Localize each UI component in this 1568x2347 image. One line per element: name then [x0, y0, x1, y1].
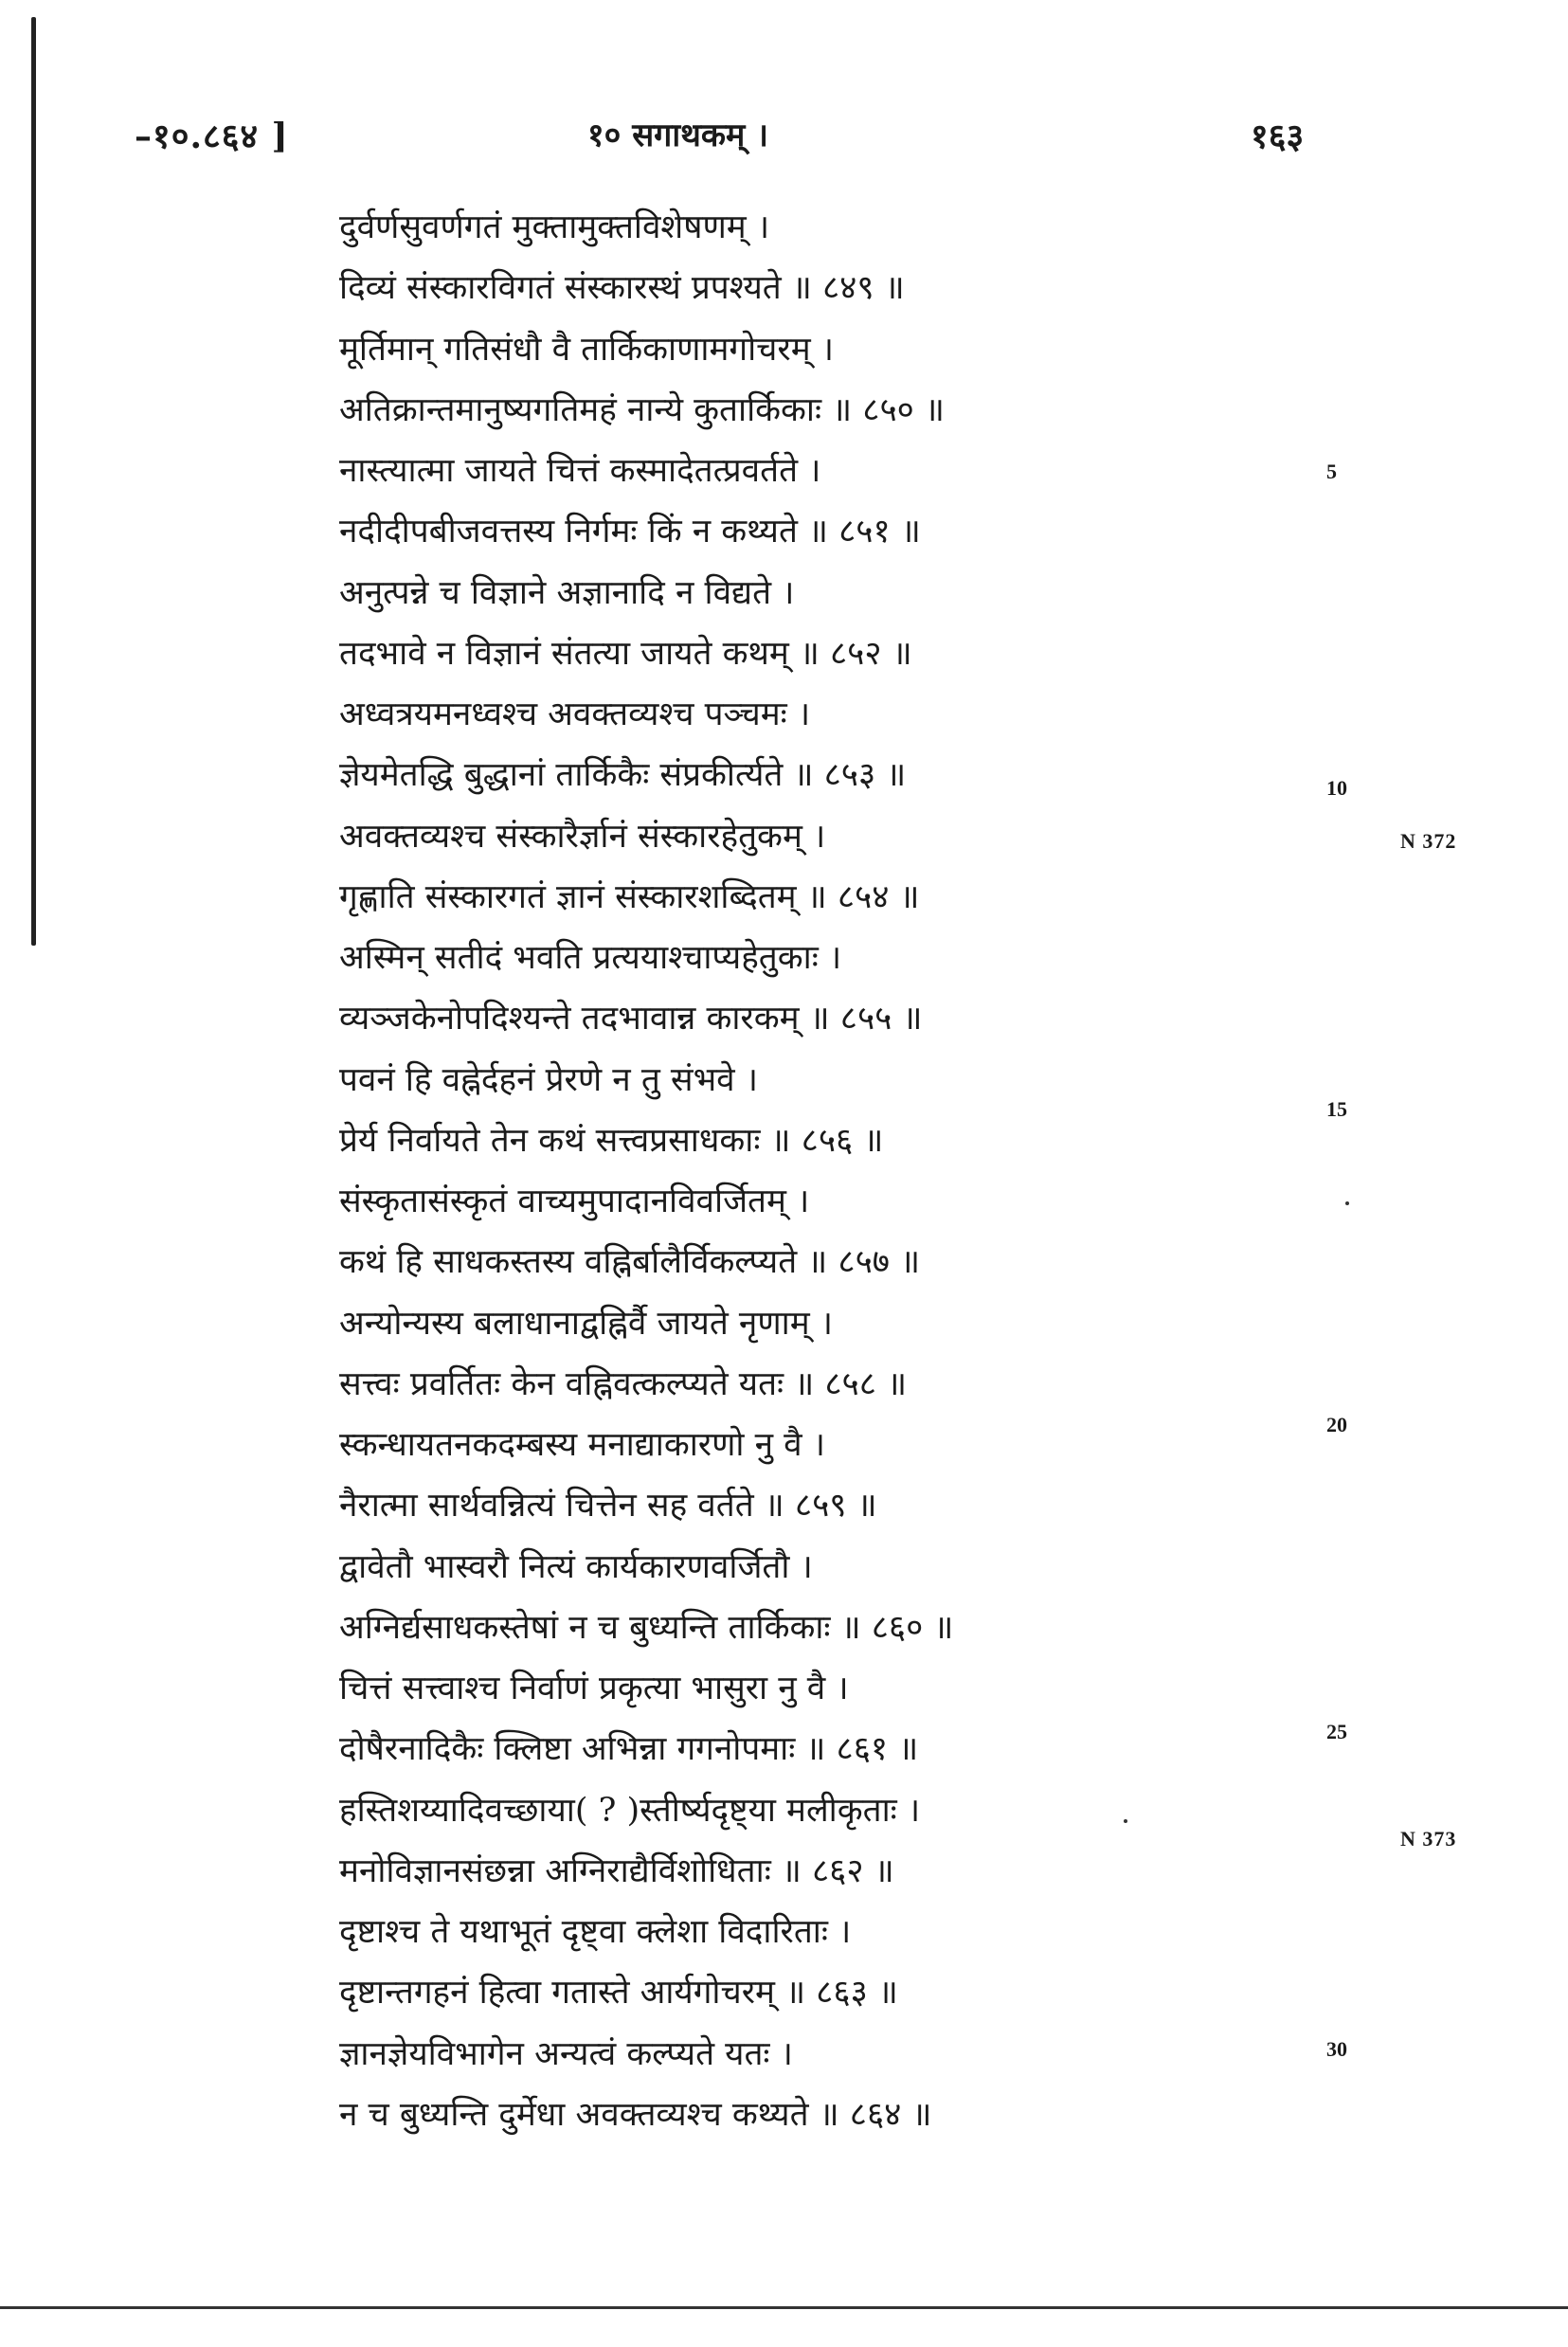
- verse-line: न च बुध्यन्ति दुर्मेधा अवक्तव्यश्च कथ्यते ॥ ८६४ ॥: [339, 2095, 932, 2134]
- verse-line: हस्तिशय्यादिवच्छाया( ? )स्तीर्ष्यदृष्ट्या मलीकृताः ।: [339, 1791, 921, 1830]
- verse-line: अनुत्पन्ने च विज्ञाने अज्ञानादि न विद्यते ।: [339, 573, 795, 612]
- verse-line: चित्तं सत्त्वाश्च निर्वाणं प्रकृत्या भासुरा नु वै ।: [339, 1670, 849, 1707]
- verse-line: स्कन्धायतनकदम्बस्य मनाद्याकारणो नु वै ।: [339, 1426, 826, 1464]
- verse-line: ज्ञानज्ञेयविभागेन अन्यत्वं कल्प्यते यतः ।: [339, 2034, 793, 2073]
- bottom-rule: [0, 2306, 1568, 2309]
- verse-line: मनोविज्ञानसंछन्ना अग्निराद्यैर्विशोधिताः ॥ ८६२ ॥: [339, 1851, 894, 1890]
- verse-line: नैरात्मा सार्थवन्नित्यं चित्तेन सह वर्तते ॥ ८५९ ॥: [339, 1487, 877, 1526]
- verse-line: पवनं हि वह्नेर्दहनं प्रेरणे न तु संभवे ।: [339, 1060, 759, 1099]
- verse-line: अतिक्रान्तमानुष्यगतिमहं नान्ये कुतार्किकाः ॥ ८५० ॥: [339, 390, 945, 429]
- verse-line: अवक्तव्यश्च संस्कारैर्ज्ञानं संस्कारहेतुकम् ।: [339, 817, 826, 856]
- page-number: १६३: [1251, 117, 1305, 156]
- scan-speck: [1345, 1201, 1349, 1205]
- verse-line: प्रेर्य निर्वायते तेन कथं सत्त्वप्रसाधकाः ॥ ८५६ ॥: [339, 1121, 884, 1160]
- verse-line: दुर्वर्णसुवर्णगतं मुक्तामुक्तविशेषणम् ।: [339, 208, 770, 246]
- line-number: 25: [1326, 1720, 1347, 1743]
- line-number: 10: [1326, 776, 1347, 800]
- running-head: [0, 112, 1568, 169]
- verse-line: दोषैरनादिकैः क्लिष्टा अभिन्ना गगनोपमाः ॥ ८६१ ॥: [339, 1730, 919, 1769]
- verse-line: गृह्णाति संस्कारगतं ज्ञानं संस्कारशब्दितम् ॥ ८५४ ॥: [339, 877, 920, 916]
- verse-line: अध्वत्रयमनध्वश्च अवक्तव्यश्च पञ्चमः ।: [339, 695, 811, 733]
- verse-line: ज्ञेयमेतद्धि बुद्धानां तार्किकैः संप्रकीर्त्यते ॥ ८५३ ॥: [339, 756, 907, 795]
- line-number: 20: [1326, 1413, 1347, 1436]
- verse-line: सत्त्वः प्रवर्तितः केन वह्निवत्कल्प्यते यतः ॥ ८५८ ॥: [339, 1364, 908, 1403]
- line-number: 30: [1326, 2037, 1347, 2061]
- verse-range: –१०.८६४ ]: [135, 117, 289, 156]
- verse-line: दृष्टाश्च ते यथाभूतं दृष्ट्वा क्लेशा विदारिताः ।: [339, 1913, 852, 1951]
- verse-line: कथं हि साधकस्तस्य वह्निर्बालैर्विकल्प्यते ॥ ८५७ ॥: [339, 1243, 921, 1282]
- margin-reference: N 373: [1400, 1827, 1457, 1851]
- verse-line: नास्त्यात्मा जायते चित्तं कस्मादेतत्प्रवर्तते ।: [339, 452, 821, 490]
- verse-line: नदीदीपबीजवत्तस्य निर्गमः किं न कथ्यते ॥ ८५१ ॥: [339, 513, 921, 551]
- verse-list: [339, 197, 1334, 2145]
- verse-line: द्वावेतौ भास्वरौ नित्यं कार्यकारणवर्जितौ ।: [339, 1547, 813, 1586]
- chapter-title: १० सगाथकम् ।: [587, 117, 769, 154]
- verse-line: व्यञ्जकेनोपदिश्यन्ते तदभावान्न कारकम् ॥ ८५५ ॥: [339, 1000, 923, 1038]
- verse-line: संस्कृतासंस्कृतं वाच्यमुपादानविवर्जितम् ।: [339, 1183, 810, 1220]
- verse-line: अग्निर्द्यसाधकस्तेषां न च बुध्यन्ति तार्किकाः ॥ ८६० ॥: [339, 1608, 954, 1647]
- margin-reference: N 372: [1400, 829, 1457, 853]
- verse-line: मूर्तिमान् गतिसंधौ वै तार्किकाणामगोचरम् ।: [339, 330, 835, 369]
- verse-line: दिव्यं संस्कारविगतं संस्कारस्थं प्रपश्यते ॥ ८४९ ॥: [339, 269, 905, 308]
- verse-line: दृष्टान्तगहनं हित्वा गतास्ते आर्यगोचरम् ॥ ८६३ ॥: [339, 1974, 898, 2013]
- verse-line: अस्मिन् सतीदं भवति प्रत्ययाश्चाप्यहेतुकाः ।: [339, 939, 842, 977]
- line-number: 15: [1326, 1097, 1347, 1121]
- verse-line: अन्योन्यस्य बलाधानाद्वह्निर्वै जायते नृणाम् ।: [339, 1304, 834, 1343]
- verse-line: तदभावे न विज्ञानं संतत्या जायते कथम् ॥ ८५२ ॥: [339, 634, 912, 673]
- line-number: 5: [1326, 460, 1337, 483]
